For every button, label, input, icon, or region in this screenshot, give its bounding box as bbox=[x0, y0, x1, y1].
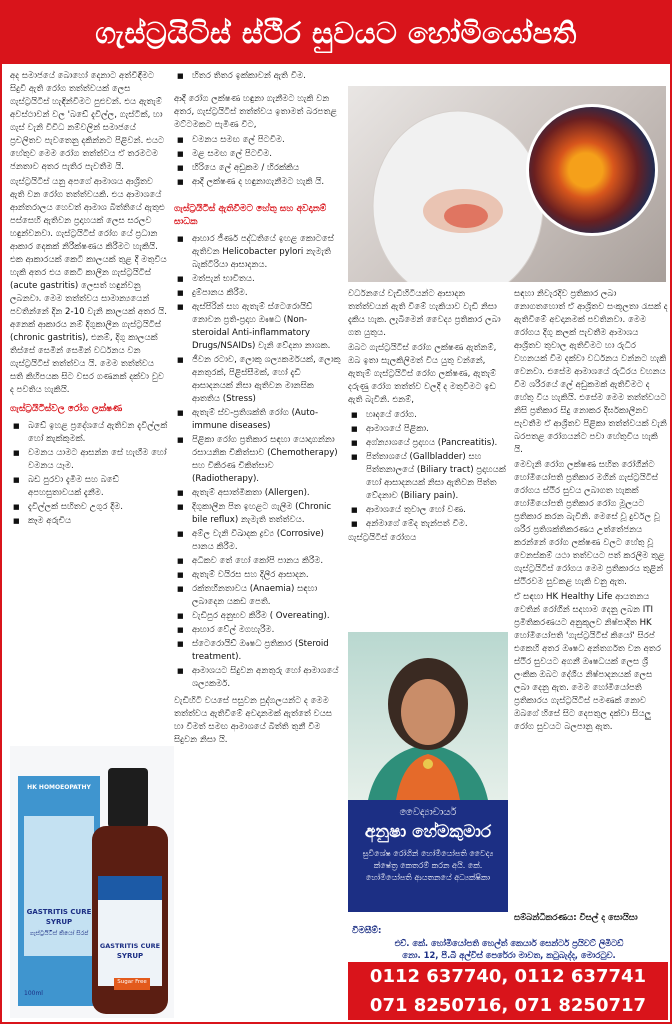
list-item: ■ ආහාර වේල් මගහැරීම. bbox=[174, 624, 342, 637]
list-item: ■ දැවිල්ලක් සහිතව උගුර දීම. bbox=[10, 501, 168, 514]
list-item: ■ ආමාශයේ පිළිකා. bbox=[348, 423, 508, 436]
list-item: ■ කෑම අරුචිය bbox=[10, 515, 168, 528]
symptoms-continued bbox=[174, 70, 342, 83]
contact-label: විමසීම්: bbox=[352, 926, 382, 936]
list-item: ■ හිරියෙ ලේ අඩුකම / හිරක්කිය bbox=[174, 162, 342, 175]
company-address: නො. 12, පී.බී අල්විස් පෙරේරා මාවත, කටුබැද්ද, මොරටුව. bbox=[402, 950, 616, 960]
col4-paragraph-2: මෙවැනි රෝග ලක්ෂණ සහිත රෝගීන්ට හෝමියෝපති ප්‍රතිකාර මගින් ගැස්ට්‍රයිටිස් රෝගය ස්ථිර සුවය ලබාගත හැකක් හෝමියෝපති ප්‍රතිකාර රෝග මූලයට ප්‍රතිකාර කරන බැවිනි. මෙසේ වූ දුර්වල වූ ශරීර ප්‍රතිශක්තිකරණය උත්තේජනය කරන්නේ රෝග ලක්ෂණ වලට හේතු වූ වෙනස්කම් යථා තත්වයට පත් කරලීම තුළ ගැස්ට්‍රයිටිස් රෝගය මෙම ප්‍රතිකාරය තුළින් ස්ථිරවම සුවකළ හැකි වනු ඇත. bbox=[514, 460, 665, 587]
headline: ගැස්ට්‍රයිටිස් ස්ථිර සුවයට හෝමියෝපති bbox=[2, 2, 670, 64]
phone-number[interactable]: 0112 637741 bbox=[514, 966, 647, 987]
list-item: ■ පිත්තාශයේ (Gallbladder) සහ පිත්තනාලයේ (Biliary tract) ප්‍රදාහයක් හෝ ආසාදනයක් නිසා ඇතිවන පිත්ත වේදනාව (Biliary pain). bbox=[348, 451, 508, 503]
product-photo bbox=[10, 746, 174, 1018]
list-item: ■ හිතර තිතර ඉක්කාවන් ඇති වීම. bbox=[174, 70, 342, 83]
list-item: ■ වමනය යාමට ආසන්න සේ හැඟීම හෝ වමනය යෑම. bbox=[10, 447, 168, 473]
elderly-paragraph: වැඩිහිටි වයසේ පසුවන පුද්ගලයන්ට ද මෙම තත්ත්වය ඇතිවීමේ අවදානමක් ඇත්තේ වයස හා වීමත් සමඟ ආමාශයේ බිත්ති තුනී වීම සිදුවන නිසා යි. bbox=[174, 696, 333, 745]
column-1 bbox=[10, 70, 168, 745]
symptoms-list bbox=[10, 420, 168, 528]
list-item: ■ ඇතැම් අසාත්මිකතා (Allergen). bbox=[174, 487, 342, 500]
intro-paragraph: අද සමාජයේ බොහෝ දෙනාට අත්විඳීමට සිදුවී ඇති රෝග තත්ත්වයක් ලෙස ගැස්ට්‍රයිටිස් හැඳින්වීමට පුළුවන්. එය ඇතැම් අවස්ථාවන් වල 'බඩේ දැවිල්ල, ගැස්ටික්, හා ගැස් වැනි විවිධ නම්වලින් සමාජයේ ප්‍රචලිතව පැවතෙනු දකින්නට පිළිවන්. එයට හේතුව මෙම රෝග තත්ත්වය ඒ තරමටම ජනතාව අතර පැතිර පැවතීම යි. bbox=[10, 71, 165, 172]
list-item: ■ ස්ටෙරොයිඩ් ඖෂධ ප්‍රතිකාර (Steroid treatment). bbox=[174, 638, 342, 664]
list-item: ■ ආමාශයට සිදුවන අනතුරු හෝ ආමාශයේ ශල්‍යකර්ම. bbox=[174, 665, 342, 691]
phone-band-landline: 0112 637740, 0112 637741 bbox=[348, 962, 668, 991]
causes-heading: ගැස්ට්‍රයිටිස් ඇතිවීමට හේතු සහ අවදානම් සාධක bbox=[174, 204, 327, 227]
list-item: ■ ආහාර ජීර්ණ පද්ධතියේ ඉහළ කොටසේ ඇතිවන Helicobacter pylori නැමැති බැක්ටීරියා ආසාදනය. bbox=[174, 233, 342, 272]
list-item: ■ අග්න්‍යාශයේ ප්‍රදාහය (Pancreatitis). bbox=[348, 437, 508, 450]
phone-number[interactable]: 071 8250717 bbox=[514, 995, 647, 1016]
list-item: ■ ඇස්පිරින් සහ ඇතැම් ස්ටෙරොයිඩ් නොවන ප්‍රති-ප්‍රදාහ ඖෂධ (Non-steroidal Anti-inflammatory Drugs/NSAIDs) වැනි වේදනා නාශක. bbox=[174, 301, 342, 353]
severe-list bbox=[174, 134, 342, 189]
list-item: ■ මළ සමඟ ලේ පිටවීම. bbox=[174, 148, 342, 161]
company-name: එච්. කේ. හෝමියෝපති හෙල්ත් කෙයාර් සෙන්ටර් ප්‍රයිවට් ලිමිටඩ් bbox=[394, 938, 624, 948]
list-item: ■ පිළිකා රෝග ප්‍රතිකාර සඳහා යොදාගන්නා රසායනික චිකිත්සාව (Chemotherapy) සහ විකිරණ චිකිත්සාව (Radiotherapy). bbox=[174, 434, 342, 486]
phone-number[interactable]: 071 8250716 bbox=[369, 995, 502, 1016]
list-item: ■ බඩේ ඉහළ ප්‍රදේශයේ ඇතිවන දැවිල්ලක් හෝ කැක්කුමක්. bbox=[10, 420, 168, 446]
col3-paragraph-3: ගැස්ට්‍රයිටිස් රෝගය bbox=[348, 533, 417, 543]
col4-paragraph-3: ඒ සඳහා HK Healthy Life ආයතනය වෙතින් රෝගීන් සදහාම දෙනු ලබන ITI ප්‍රමිතිකරණයට අනුකූලව නිෂ්පාදිත HK හෝමියෝපති 'ගැස්ට්‍රයිටිස් කියෝ' සිරප් එකෙහි අතර ඖෂධ අන්තර්ගත වන අතර ස්ථිර සුවයට අගනී ඖෂධයක් ලෙස ශ්‍රී ලංකික ඔබට දේශීය නිෂ්පාදනයක් ලෙස ලබා දෙනු ඇත. මෙම හෝමියෝපති ප්‍රතිකාරය ගැස්ට්‍රයිටිස් පමණක් නොව ඔබගේ හිසේ සිට දෙපතුල දක්වා සියලු රෝග සුවයට බලපානු ඇත. bbox=[514, 592, 661, 732]
doctor-title: වෛද්‍යාචාර්ය bbox=[399, 807, 457, 818]
list-item: ■ අන්මාගේ මේද තැන්පත් වීම. bbox=[348, 518, 508, 531]
list-item: ■ හෘදයේ රෝග. bbox=[348, 409, 508, 422]
list-item: ■ රක්තහීනතාවය (Anaemia) සඳහා ලබාදෙන යකඩ පෙති. bbox=[174, 583, 342, 609]
list-item: ■ අධිකව තේ හෝ කෝපි පානය කිරීම. bbox=[174, 555, 342, 568]
doctor-nameplate bbox=[348, 800, 508, 912]
product-name-box-line2: SYRUP bbox=[45, 918, 73, 926]
causes-list bbox=[174, 233, 342, 691]
symptoms-heading: ගැස්ට්‍රයිටිස්වල රෝග ලක්ෂණ bbox=[10, 404, 123, 414]
doctor-photo bbox=[348, 632, 508, 800]
list-item: ■ වැඩිපුර අනුභව කිරීම ( Overeating). bbox=[174, 610, 342, 623]
product-name-box: GASTRITIS CURE bbox=[26, 908, 92, 916]
contact-block bbox=[348, 926, 668, 1020]
list-item: ■ ජීවන රටාව, ලොකු ශල්‍යකර්මයක්, ලොකු අනතුරක්, පිළිස්සීමක්, හෝ දැඩි ආසාදනයක් නිසා ඇතිවන මානසික ආතතිය (Stress) bbox=[174, 354, 342, 406]
col3-paragraph-1: වර්ධනයේ වැඩිහිටියන්ට ආසාදන තත්ත්වයන් ඇති වීමේ හැකියාව වැඩි නිසා දැකිය හැක. ලැබීමෙන් වෛද්‍ය ප්‍රතිකාර ලබා ගත යුතුය. bbox=[348, 289, 501, 338]
phone-number[interactable]: 0112 637740 bbox=[369, 966, 502, 987]
stomach-pain-photo bbox=[348, 86, 666, 282]
list-item: ■ ඇතැම් වයිරස සහ ‍දිලීර ආසාදන. bbox=[174, 569, 342, 582]
bottle-label-name: GASTRITIS CURE bbox=[99, 942, 161, 950]
list-item: ■ ඇතැම් ස්ව-ප්‍රතිශක්ති රෝග (Auto-immune diseases) bbox=[174, 407, 342, 433]
list-item: ■ ආදී ලක්ෂණ ද හඳුනාගැනීමට හැකි යි. bbox=[174, 176, 342, 189]
doctor-name: අනුෂා හේමකුමාර bbox=[364, 822, 492, 842]
product-volume: 100ml bbox=[24, 990, 43, 997]
col3-paragraph-2: ඔබට ගැස්ට්‍රයිටිස් රෝග ලක්ෂණ ඇත්නම්, ඔබ ඉතා සැලකිලිමත් විය යුතු වන්නේ, ඇතැම් ගැස්ට්‍රයිටිස් රෝග ලක්ෂණ, ඇතැම් දරුණු රෝග තත්ත්ව වලදී ද මතුවීමට ඉඩ ඇති බැවිනි. එනම්, bbox=[348, 343, 497, 405]
list-item: ■ බඩ පුරවා දැමීම සහ බඩේ අපහසුතාවයක් දැනීම. bbox=[10, 474, 168, 500]
sugar-free-badge: Sugar Free bbox=[117, 979, 147, 985]
list-item: ■ මත්පැන් භාවිතය. bbox=[174, 273, 342, 286]
list-item: ■ අම්ල වැනි විඛාදක ද්‍රව්‍ය (Corrosive) පානය කිරීම. bbox=[174, 528, 342, 554]
definition-paragraph: ගැස්ට්‍රයිටිස් යනු අපගේ ආමාශය ආශ්‍රිතව ඇති වන රෝග තත්ත්වයකි. එය ආමාශයේ ආන්තරාලය හෙවත් ආමාශ බිත්තියේ ඇතුළු පස්සෙහි ඇතිවන ප්‍රදාහයක් ලෙස සරලව හඳුන්වනවා. ගැස්ට්‍රයිටිස් රෝග යේ ප්‍රධාන ආකාර දෙකක් නිරීක්ෂණය කිරීමට හැකියි. එක ආකාරයක් කෙටි කාලයක් තුළ දී මතුවිය හැකි අතර එය කෙටි කාලීන ගැස්ට්‍රයිටිස් (acute gastritis) ලෙසත් හඳුන්වනු ලබනවා. මෙම තත්ත්වය සාමාන්‍යයෙන් පවතින්නේ දින 2-10 වැනි කාලයක් අතර යි. අනෙක් ආකාරය නම් දිගුකාලීන ගැස්ට්‍රයිටිස් (chronic gastritis), එනම්, දිගු කාලයක් තිස්සේ සෙමින් සෙමින් වර්ධනය වන ගැස්ට්‍රයිටිස් තත්ත්වය යි. මෙම තත්ත්වය සති කිහිපයක සිට වසර ගණනක් දක්වා වුව ද පවතිය හැකියි. bbox=[10, 177, 167, 395]
bottle-label-syrup: SYRUP bbox=[116, 952, 144, 960]
coordinator-credit: සම්බන්ධීකරණය: විසල් ද සොයිසා bbox=[514, 913, 638, 923]
doctor-portrait-illustration bbox=[348, 632, 508, 800]
list-item: ■ දිගුකාලීන පිත ඉහළට ගැලීම (Chronic bile reflux) නැමැති තත්ත්වය. bbox=[174, 501, 342, 527]
doctor-description: සුවිශේෂ රෝගින් හෝමියෝපති වෛද්‍ය ක්ෂේත්‍ර කෙතරම් කරන අයි. කේ. හෝමියෝපති ආයතනයේ අධ්‍යක්ෂිකා bbox=[362, 849, 494, 882]
product-brand: HK HOMOEOPATHY bbox=[27, 784, 91, 791]
severe-intro: ආදී රෝග ලක්ෂණ හඳුනා ගැනීමට හැකි වන අතර, ගැස්ට්‍රයිටිස් තත්ත්වය ඉතාමත් බරපතළ මට්ටමකට පැමිණ විට, bbox=[174, 94, 337, 130]
list-item: ■ ආමාශයේ තුවාල හෝ වණ. bbox=[348, 504, 508, 517]
stomach-icon bbox=[526, 104, 658, 236]
column-3 bbox=[348, 288, 508, 618]
list-item: ■ දුම්පානය කිරීම. bbox=[174, 287, 342, 300]
phone-band-mobile: 071 8250716, 071 8250717 bbox=[348, 991, 668, 1020]
col4-paragraph-1: සඳහා නිවැරදිව ප්‍රතිකාර ලබා නොගතහොත් ඒ ආශ්‍රිතව සංකූලතා රැසක් ද ඇතිවීමේ අවදානමක් පවතිනවා. මෙම රෝගය දිගු කලක් පැවතීම ආමාශය ආශ්‍රිතව තුවාල ඇතිවීමට හා රුධිර වහනයක් වීම දක්වා වර්ධනය වන්නට හැකි වෙනවා. එසේම ආමාශයේ රුධිරය වහනය වීම ශරීරයේ ලේ අඩුකමක් ඇතිවීමට ද හේතු විය හැකියි. එසේම මෙම තත්ත්වයට නිසි ප්‍රතිකාර සිදු නොකර දීර්ඝකාලීනව පැවතීම ඒ ආශ්‍රිතව පිළිකා තත්ත්වයක් වැනි බරපතළ රෝගයන්ට පවා හේතුවිය හැකි යි. bbox=[514, 289, 668, 455]
product-sinhala-name: ගැස්ට්‍රයිටිස් කියෝ සිරප් bbox=[29, 930, 89, 937]
conditions-list bbox=[348, 409, 508, 531]
column-2 bbox=[174, 70, 342, 1020]
list-item: ■ වමනය සමඟ ලේ පිටවීම. bbox=[174, 134, 342, 147]
column-4 bbox=[514, 288, 668, 910]
